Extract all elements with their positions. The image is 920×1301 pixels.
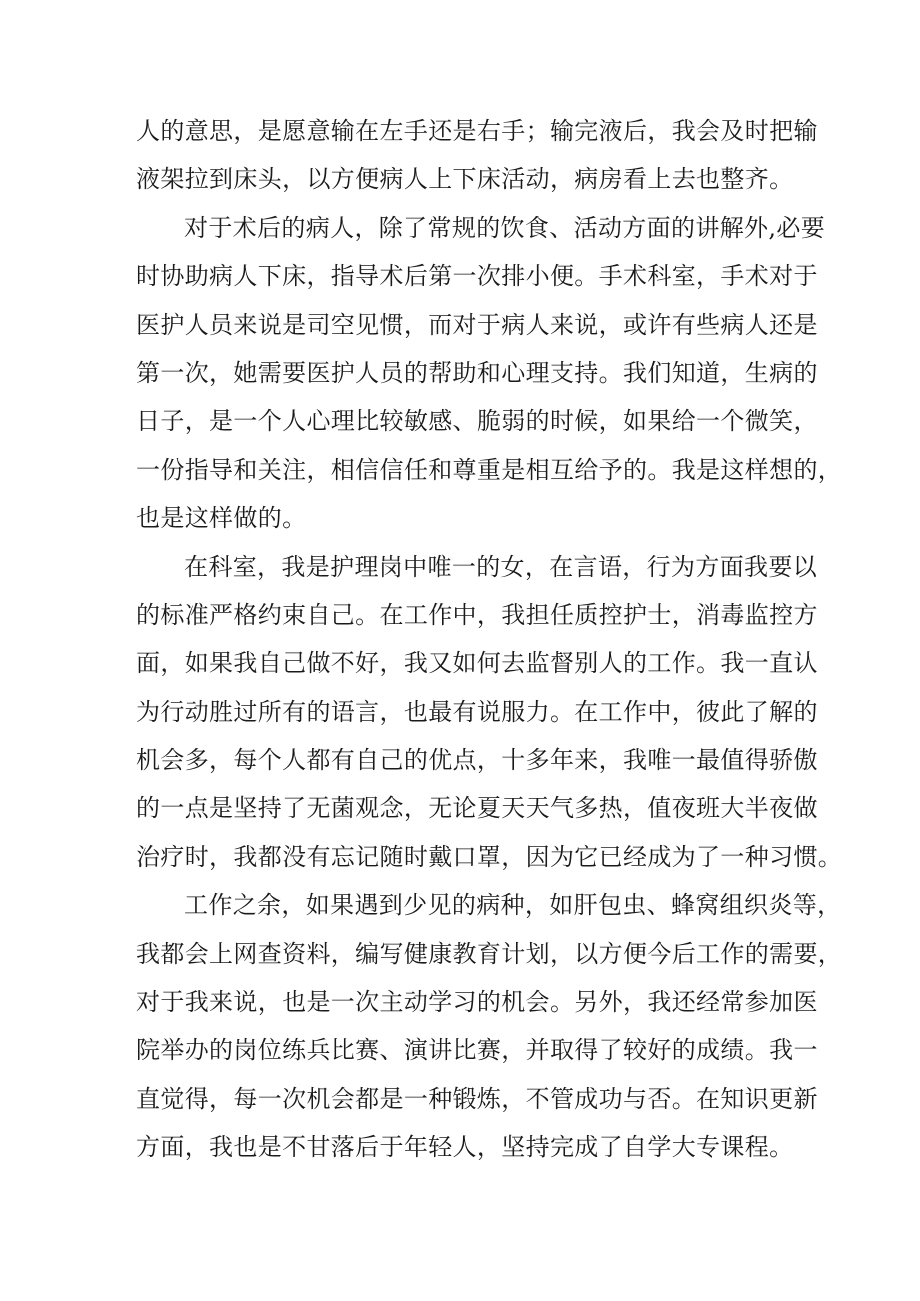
text-line: 面，如果我自己做不好，我又如何去监督别人的工作。我一直认 bbox=[136, 649, 818, 678]
text-line: 一份指导和关注，相信信任和尊重是相互给予的。我是这样想的， bbox=[136, 455, 843, 484]
text-line: 治疗时，我都没有忘记随时戴口罩，因为它已经成为了一种习惯。 bbox=[136, 842, 843, 871]
text-line: 的标准严格约束自己。在工作中，我担任质控护士，消毒监控方 bbox=[136, 600, 818, 629]
text-line: 也是这样做的。 bbox=[136, 504, 307, 533]
text-line: 时协助病人下床，指导术后第一次排小便。手术科室，手术对于 bbox=[136, 262, 818, 291]
text-line: 机会多，每个人都有自己的优点，十多年来，我唯一最值得骄傲 bbox=[136, 746, 818, 775]
text-line: 直觉得，每一次机会都是一种锻炼，不管成功与否。在知识更新 bbox=[136, 1084, 818, 1113]
paragraph bbox=[136, 107, 818, 204]
text-line: 方面，我也是不甘落后于年轻人，坚持完成了自学大专课程。 bbox=[136, 1133, 794, 1162]
text-line: 在科室，我是护理岗中唯一的女，在言语，行为方面我要以 bbox=[184, 552, 818, 581]
document-body bbox=[136, 107, 843, 1172]
text-line: 的一点是坚持了无菌观念，无论夏天天气多热，值夜班大半夜做 bbox=[136, 794, 818, 823]
paragraph bbox=[136, 204, 843, 543]
text-line: 医护人员来说是司空见惯，而对于病人来说，或许有些病人还是 bbox=[136, 310, 818, 339]
text-line: 日子，是一个人心理比较敏感、脆弱的时候，如果给一个微笑， bbox=[136, 407, 818, 436]
text-line: 工作之余，如果遇到少见的病种，如肝包虫、蜂窝组织炎等， bbox=[184, 891, 842, 920]
text-line: 我都会上网查资料，编写健康教育计划，以方便今后工作的需要， bbox=[136, 939, 843, 968]
text-line: 液架拉到床头，以方便病人上下床活动，病房看上去也整齐。 bbox=[136, 165, 794, 194]
text-line: 人的意思，是愿意输在左手还是右手；输完液后，我会及时把输 bbox=[136, 117, 818, 145]
text-line: 对于我来说，也是一次主动学习的机会。另外，我还经常参加医 bbox=[136, 988, 818, 1017]
text-line: 对于术后的病人，除了常规的饮食、活动方面的讲解外,必要 bbox=[184, 213, 826, 242]
text-line: 第一次，她需要医护人员的帮助和心理支持。我们知道，生病的 bbox=[136, 358, 818, 387]
paragraph bbox=[136, 881, 843, 1171]
text-line: 为行动胜过所有的语言，也最有说服力。在工作中，彼此了解的 bbox=[136, 697, 818, 726]
paragraph bbox=[136, 543, 843, 882]
text-line: 院举办的岗位练兵比赛、演讲比赛，并取得了较好的成绩。我一 bbox=[136, 1036, 818, 1065]
